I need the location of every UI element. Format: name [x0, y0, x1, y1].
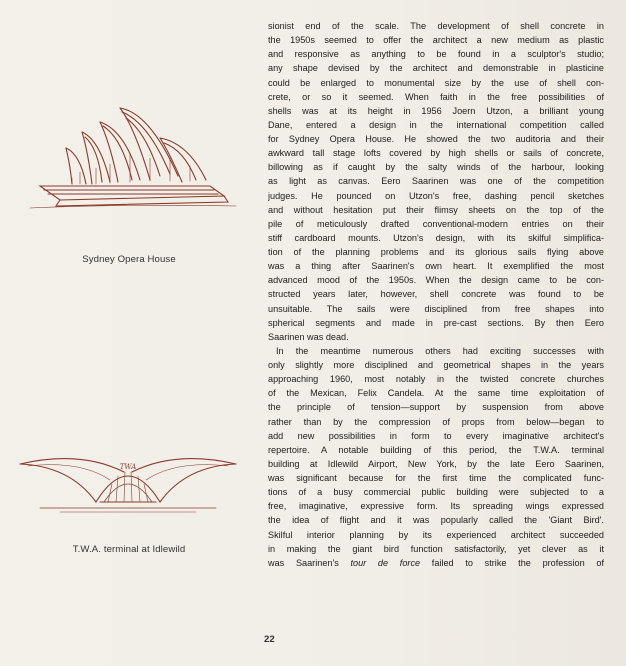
- text-line: pile of meticulously drafted conventional-modern entries on their: [268, 218, 604, 229]
- text-line: approaching 1960, most notably in the twisted concrete churches: [268, 374, 604, 385]
- text-line: could be enlarged to monumental size by the use of shell con-: [268, 77, 604, 88]
- text-line: the principle of tension—support by suspension from above: [268, 402, 604, 413]
- text-segment: failed to strike the profession of: [420, 557, 604, 568]
- text-line: unsuitable. The sails were disciplined from free shapes into: [268, 303, 604, 314]
- text-line: building at Idlewild Airport, New York, by the late Eero Saarinen,: [268, 458, 604, 469]
- text-line: add new possibilities in form to every imaginative architect's: [268, 430, 604, 441]
- text-line: Saarinen was dead.: [268, 331, 349, 342]
- text-line: awkward tall stage lofts covered by high shells or sails of concrete,: [268, 148, 604, 159]
- italic-phrase: tour de force: [350, 557, 421, 568]
- opera-house-caption: Sydney Opera House: [82, 254, 176, 265]
- text-line: tions of a busy commercial public building were subjected to a: [268, 487, 604, 498]
- text-line: only slightly more disciplined and geometrical shapes in the years: [268, 360, 604, 370]
- text-line: structed years later, however, shell concrete was found to be: [268, 289, 604, 300]
- text-line: crete, or so it seemed. When faith in the free possibilities of: [268, 91, 604, 102]
- text-line: the idea of flight and it was popularly called the 'Giant Bird'.: [268, 515, 604, 526]
- text-line: billowing as if caught by the salty winds of the harbour, looking: [268, 162, 604, 173]
- text-line: rather than by the compression of props from below—began to: [268, 416, 604, 427]
- text-line: and responsive as anything to be found in a sculptor's studio;: [268, 49, 604, 60]
- text-line: of the Mexican, Felix Candela. At the same time exploitation of: [268, 388, 604, 399]
- text-line: was a thing after Saarinen's own heart. It exemplified the most: [268, 261, 604, 272]
- text-line: tion of the planning problems and its glorious sails flying above: [268, 247, 604, 257]
- text-line: was significant because for the first time the complicated func-: [268, 473, 604, 483]
- text-line: stiff cardboard mounts. Utzon's design, with its skilful simplifica-: [268, 232, 604, 243]
- twa-terminal-caption: T.W.A. terminal at Idlewild: [72, 544, 186, 555]
- opera-house-drawing: [0, 88, 258, 218]
- page-number: 22: [264, 634, 275, 645]
- text-line: for Sydney Opera House. He showed the two auditoria and their: [268, 134, 604, 144]
- text-line: Dane, entered a design in the international competition called: [268, 119, 604, 130]
- text-line: spherical segments and made in pre-cast sections. By then Eero: [268, 317, 604, 328]
- text-line: in making the giant bird function satisfactorily, yet clever as it: [268, 543, 604, 554]
- text-line: as light as canvas. Eero Saarinen was one of the competition: [268, 176, 604, 187]
- text-line: sionist end of the scale. The development of shell concrete in: [268, 21, 604, 31]
- text-segment: was Saarinen's: [268, 557, 351, 568]
- text-line: Skilful interior planning by its experienced architect succeeded: [268, 529, 604, 540]
- text-line: free, imaginative, expressive form. Its spreading wings expressed: [268, 501, 604, 512]
- twa-terminal-illustration: [0, 420, 258, 530]
- opera-house-illustration: [0, 88, 258, 218]
- text-line: advanced mood of the 1950s. When the design came to be con-: [268, 275, 604, 286]
- twa-terminal-drawing: [0, 420, 258, 530]
- text-line: any shape devised by the architect and demonstrable in plasticine: [268, 63, 604, 74]
- twa-sign: TWA: [119, 463, 137, 471]
- text-line: judges. He pounced on Utzon's free, dashing pencil sketches: [268, 190, 604, 201]
- text-line: shells was at its height in 1956 Joern Utzon, a brilliant young: [268, 105, 604, 116]
- text-line: repertoire. A notable building of this period, the T.W.A. terminal: [268, 444, 604, 455]
- text-line: [268, 556, 604, 570]
- body-text: [268, 19, 604, 570]
- text-line: the 1950s seemed to offer the architect a new medium as plastic: [268, 35, 604, 46]
- text-line: and without hesitation put their flimsy sheets on the top of the: [268, 204, 604, 215]
- text-line: In the meantime numerous others had exciting successes with: [276, 345, 604, 356]
